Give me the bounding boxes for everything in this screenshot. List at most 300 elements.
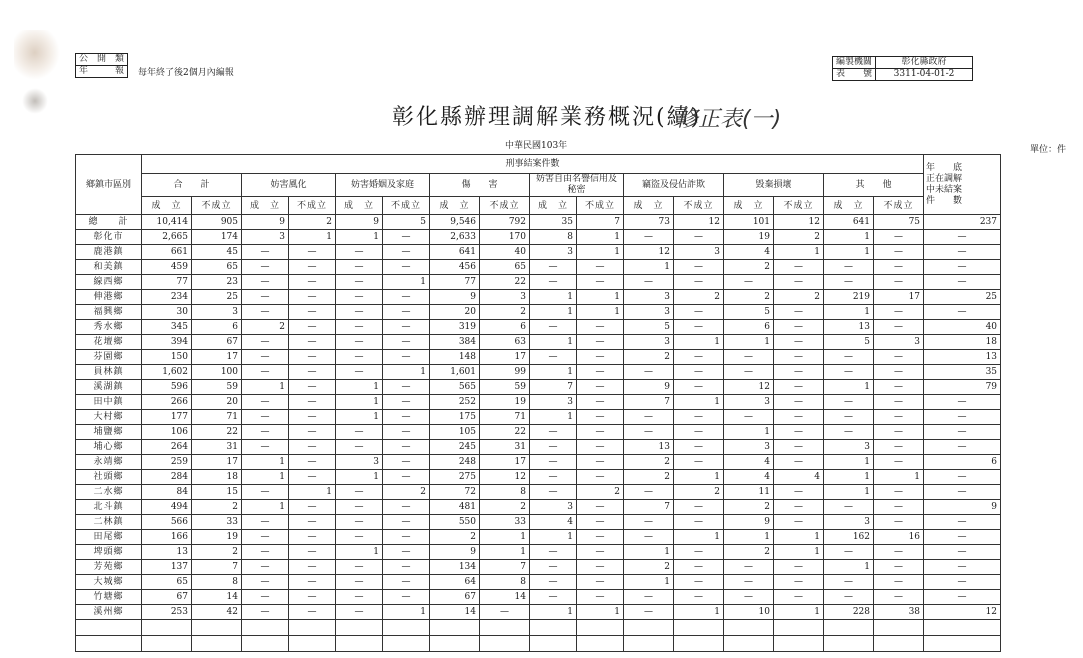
table-cell: 1 <box>824 245 874 260</box>
table-cell: 15 <box>192 485 242 500</box>
table-cell: 14 <box>192 590 242 605</box>
table-cell: 1 <box>336 395 383 410</box>
table-cell: — <box>383 500 430 515</box>
table-cell: — <box>824 590 874 605</box>
table-cell: 1 <box>824 230 874 245</box>
table-cell: 1 <box>383 605 430 620</box>
table-cell: 1 <box>289 230 336 245</box>
table-cell: 1,602 <box>142 365 192 380</box>
table-cell: — <box>383 515 430 530</box>
table-cell: 228 <box>824 605 874 620</box>
table-cell: — <box>336 260 383 275</box>
table-row <box>76 410 1001 425</box>
table-cell: 3 <box>530 245 577 260</box>
table-cell: — <box>242 590 289 605</box>
table-cell: — <box>336 440 383 455</box>
table-cell: — <box>774 350 824 365</box>
table-cell: — <box>242 440 289 455</box>
reporting-deadline: 每年終了後2個月內編報 <box>138 68 234 78</box>
table-cell: 16 <box>874 530 924 545</box>
agency-value: 彰化縣政府 <box>876 57 973 69</box>
district-name: 埔心鄉 <box>76 440 142 455</box>
table-cell: — <box>336 575 383 590</box>
table-cell: 137 <box>142 560 192 575</box>
blank-cell <box>242 636 289 652</box>
table-cell: 1 <box>724 425 774 440</box>
table-cell: 8 <box>192 575 242 590</box>
table-cell: 31 <box>192 440 242 455</box>
unsettled-header: 不成立 <box>674 197 724 215</box>
table-cell: — <box>624 230 674 245</box>
table-cell: — <box>530 485 577 500</box>
table-cell: — <box>530 260 577 275</box>
table-row <box>76 425 1001 440</box>
table-cell: 101 <box>724 215 774 230</box>
table-cell: 71 <box>192 410 242 425</box>
table-cell: — <box>624 410 674 425</box>
table-cell: — <box>724 365 774 380</box>
table-cell: 150 <box>142 350 192 365</box>
unsettled-header: 不成立 <box>192 197 242 215</box>
table-cell: 1 <box>530 410 577 425</box>
table-cell: — <box>774 410 824 425</box>
table-cell: 3 <box>624 305 674 320</box>
district-name: 芳苑鄉 <box>76 560 142 575</box>
table-cell: 2 <box>192 500 242 515</box>
table-cell: — <box>242 530 289 545</box>
table-cell: 40 <box>924 320 1001 335</box>
table-row <box>76 365 1001 380</box>
table-cell: — <box>336 275 383 290</box>
table-cell: 266 <box>142 395 192 410</box>
table-cell: 3 <box>824 515 874 530</box>
table-cell: 494 <box>142 500 192 515</box>
table-cell: — <box>874 275 924 290</box>
table-cell: 9 <box>242 215 289 230</box>
table-cell: — <box>242 560 289 575</box>
table-cell: 245 <box>430 440 480 455</box>
table-cell: — <box>336 365 383 380</box>
table-cell: 1 <box>674 605 724 620</box>
form-number-label: 表 號 <box>833 69 876 81</box>
table-cell: — <box>577 455 624 470</box>
table-cell: — <box>336 530 383 545</box>
table-cell: 19 <box>192 530 242 545</box>
table-cell: — <box>577 350 624 365</box>
district-name: 彰化市 <box>76 230 142 245</box>
table-cell: 12 <box>480 470 530 485</box>
table-cell: — <box>674 425 724 440</box>
blank-cell <box>242 620 289 636</box>
table-cell: 2 <box>624 455 674 470</box>
table-cell: 79 <box>924 380 1001 395</box>
blank-cell <box>192 636 242 652</box>
table-cell: — <box>774 275 824 290</box>
table-cell: 77 <box>430 275 480 290</box>
table-row <box>76 215 1001 230</box>
table-cell: 237 <box>924 215 1001 230</box>
table-cell: — <box>924 530 1001 545</box>
table-cell: 17 <box>192 455 242 470</box>
table-cell: 234 <box>142 290 192 305</box>
paper-stain <box>22 88 48 114</box>
table-cell: 456 <box>430 260 480 275</box>
table-cell: — <box>242 395 289 410</box>
table-cell: 17 <box>192 350 242 365</box>
table-cell: 481 <box>430 500 480 515</box>
table-cell: — <box>383 260 430 275</box>
table-cell: 105 <box>430 425 480 440</box>
table-cell: — <box>774 500 824 515</box>
table-cell: — <box>383 575 430 590</box>
table-cell: — <box>242 245 289 260</box>
blank-cell <box>774 620 824 636</box>
table-cell: — <box>336 335 383 350</box>
table-cell: 3 <box>530 500 577 515</box>
table-cell: — <box>577 575 624 590</box>
table-cell: 22 <box>192 425 242 440</box>
table-cell: 17 <box>480 350 530 365</box>
table-cell: 7 <box>192 560 242 575</box>
category-header: 其 他 <box>824 174 924 197</box>
table-cell: — <box>774 485 824 500</box>
table-cell: — <box>774 260 824 275</box>
table-cell: 1 <box>674 395 724 410</box>
table-cell: 11 <box>724 485 774 500</box>
district-header: 鄉鎮市區別 <box>76 155 142 215</box>
unsettled-header: 不成立 <box>289 197 336 215</box>
table-cell: 1 <box>624 575 674 590</box>
table-cell: 550 <box>430 515 480 530</box>
page-title: 彰化縣辦理調解業務概況(續) <box>392 105 702 130</box>
table-cell: — <box>624 590 674 605</box>
table-cell: 2 <box>624 470 674 485</box>
paper-stain <box>14 30 60 80</box>
table-cell: — <box>383 560 430 575</box>
table-cell: 7 <box>480 560 530 575</box>
table-cell: 14 <box>430 605 480 620</box>
table-cell: 72 <box>430 485 480 500</box>
district-name: 伸港鄉 <box>76 290 142 305</box>
table-cell: 284 <box>142 470 192 485</box>
table-cell: 10 <box>724 605 774 620</box>
table-cell: — <box>577 275 624 290</box>
table-row <box>76 230 1001 245</box>
table-cell: — <box>674 590 724 605</box>
table-cell: 1 <box>824 485 874 500</box>
table-cell: — <box>674 500 724 515</box>
table-cell: 2 <box>674 290 724 305</box>
table-cell: — <box>577 500 624 515</box>
district-name: 田中鎮 <box>76 395 142 410</box>
table-cell: — <box>874 260 924 275</box>
table-cell: — <box>383 380 430 395</box>
table-cell: — <box>336 590 383 605</box>
district-name: 溪湖鎮 <box>76 380 142 395</box>
table-row <box>76 320 1001 335</box>
table-cell: 73 <box>624 215 674 230</box>
table-cell: — <box>674 230 724 245</box>
blank-cell <box>874 636 924 652</box>
table-cell: — <box>289 545 336 560</box>
table-cell: 566 <box>142 515 192 530</box>
table-cell: — <box>289 275 336 290</box>
blank-cell <box>336 636 383 652</box>
table-cell: 4 <box>724 245 774 260</box>
table-row <box>76 560 1001 575</box>
table-cell: 2 <box>480 305 530 320</box>
table-cell: — <box>577 590 624 605</box>
table-cell: 641 <box>824 215 874 230</box>
table-row <box>76 395 1001 410</box>
table-cell: 259 <box>142 455 192 470</box>
table-cell: — <box>624 530 674 545</box>
table-cell: — <box>530 350 577 365</box>
table-cell: 3 <box>724 395 774 410</box>
table-cell: 2 <box>624 350 674 365</box>
table-cell: 1 <box>824 455 874 470</box>
table-row <box>76 245 1001 260</box>
blank-cell <box>336 620 383 636</box>
table-cell: 63 <box>480 335 530 350</box>
table-cell: — <box>924 470 1001 485</box>
table-cell: 3 <box>336 455 383 470</box>
table-cell: — <box>824 425 874 440</box>
table-cell: — <box>242 425 289 440</box>
table-cell: — <box>336 320 383 335</box>
table-cell: — <box>530 275 577 290</box>
table-cell: 33 <box>480 515 530 530</box>
table-cell: 1 <box>824 380 874 395</box>
table-cell: — <box>774 320 824 335</box>
table-cell: — <box>289 500 336 515</box>
table-cell: — <box>624 485 674 500</box>
table-cell: — <box>242 350 289 365</box>
table-cell: 19 <box>480 395 530 410</box>
district-name: 埔鹽鄉 <box>76 425 142 440</box>
table-cell: 248 <box>430 455 480 470</box>
table-cell: — <box>336 305 383 320</box>
table-cell: — <box>242 410 289 425</box>
table-cell: — <box>289 605 336 620</box>
table-cell: 2 <box>289 215 336 230</box>
table-cell: 1 <box>824 470 874 485</box>
table-cell: 65 <box>480 260 530 275</box>
blank-cell <box>480 620 530 636</box>
table-cell: 9,546 <box>430 215 480 230</box>
table-cell: 2 <box>242 320 289 335</box>
blank-cell <box>724 620 774 636</box>
table-cell: — <box>674 410 724 425</box>
table-cell: 345 <box>142 320 192 335</box>
blank-cell <box>924 620 1001 636</box>
table-cell: 1 <box>480 545 530 560</box>
table-cell: 1 <box>336 230 383 245</box>
table-cell: — <box>824 545 874 560</box>
table-cell: 1 <box>242 455 289 470</box>
table-cell: — <box>336 605 383 620</box>
table-cell: — <box>383 230 430 245</box>
table-cell: 4 <box>774 470 824 485</box>
table-cell: — <box>674 380 724 395</box>
table-cell: — <box>874 560 924 575</box>
table-cell: — <box>530 545 577 560</box>
table-cell: 18 <box>192 470 242 485</box>
table-cell: 106 <box>142 425 192 440</box>
table-cell: — <box>774 590 824 605</box>
table-cell: 1,601 <box>430 365 480 380</box>
table-cell: 5 <box>624 320 674 335</box>
table-cell: 25 <box>192 290 242 305</box>
table-row <box>76 260 1001 275</box>
table-cell: — <box>289 365 336 380</box>
table-cell: — <box>824 575 874 590</box>
table-cell: 1 <box>577 290 624 305</box>
table-cell: — <box>383 320 430 335</box>
district-name: 福興鄉 <box>76 305 142 320</box>
table-cell: 40 <box>480 245 530 260</box>
district-name: 二林鎮 <box>76 515 142 530</box>
table-cell: 2 <box>724 290 774 305</box>
table-cell: 1 <box>336 545 383 560</box>
agency-label: 編製機關 <box>833 57 876 69</box>
table-cell: — <box>924 260 1001 275</box>
blank-row <box>76 620 1001 636</box>
table-cell: — <box>824 500 874 515</box>
table-cell: 8 <box>530 230 577 245</box>
table-cell: — <box>674 455 724 470</box>
table-cell: — <box>924 485 1001 500</box>
table-cell: — <box>874 500 924 515</box>
settled-header: 成 立 <box>530 197 577 215</box>
blank-cell <box>577 620 624 636</box>
table-cell: — <box>289 470 336 485</box>
criminal-cases-header: 刑事結案件數 <box>142 155 924 174</box>
table-cell: 2 <box>430 530 480 545</box>
table-cell: — <box>674 545 724 560</box>
table-cell: — <box>530 440 577 455</box>
table-cell: 2 <box>774 230 824 245</box>
table-cell: — <box>577 320 624 335</box>
table-cell: — <box>874 575 924 590</box>
table-cell: 1 <box>480 530 530 545</box>
table-cell: 35 <box>530 215 577 230</box>
blank-cell <box>874 620 924 636</box>
table-cell: — <box>924 425 1001 440</box>
unsettled-header: 不成立 <box>383 197 430 215</box>
table-cell: 1 <box>530 305 577 320</box>
table-cell: — <box>874 515 924 530</box>
table-cell: 1 <box>674 470 724 485</box>
table-cell: — <box>624 605 674 620</box>
table-cell: 1 <box>824 305 874 320</box>
blank-cell <box>774 636 824 652</box>
table-cell: 22 <box>480 425 530 440</box>
table-cell: — <box>874 365 924 380</box>
unit-label: 單位：件 <box>1030 145 1067 155</box>
table-cell: 42 <box>192 605 242 620</box>
table-cell: — <box>824 410 874 425</box>
table-cell: 4 <box>724 455 774 470</box>
table-cell: 2 <box>577 485 624 500</box>
table-cell: 67 <box>430 590 480 605</box>
category-header: 妨害婚姻及家庭 <box>336 174 430 197</box>
table-cell: 162 <box>824 530 874 545</box>
table-cell: — <box>674 365 724 380</box>
table-cell: 6 <box>724 320 774 335</box>
district-name: 和美鎮 <box>76 260 142 275</box>
table-cell: — <box>824 395 874 410</box>
table-cell: — <box>774 395 824 410</box>
table-cell: — <box>336 560 383 575</box>
blank-cell <box>289 636 336 652</box>
table-cell: 12 <box>924 605 1001 620</box>
table-cell: 2 <box>624 560 674 575</box>
table-cell: — <box>724 560 774 575</box>
blank-cell <box>530 620 577 636</box>
table-cell: 20 <box>430 305 480 320</box>
table-cell: — <box>924 245 1001 260</box>
table-cell: — <box>289 560 336 575</box>
table-cell: — <box>336 500 383 515</box>
table-cell: — <box>289 380 336 395</box>
table-cell: — <box>924 395 1001 410</box>
table-cell: — <box>383 425 430 440</box>
table-cell: 45 <box>192 245 242 260</box>
district-name: 線西鄉 <box>76 275 142 290</box>
table-cell: 252 <box>430 395 480 410</box>
agency-box <box>832 56 973 81</box>
table-cell: — <box>336 245 383 260</box>
table-cell: 3 <box>674 245 724 260</box>
table-cell: — <box>624 515 674 530</box>
table-cell: — <box>577 380 624 395</box>
table-cell: 1 <box>624 545 674 560</box>
category-header: 合 計 <box>142 174 242 197</box>
table-cell: 459 <box>142 260 192 275</box>
table-cell: 319 <box>430 320 480 335</box>
table-cell: 2 <box>383 485 430 500</box>
table-cell: — <box>383 545 430 560</box>
table-cell: — <box>674 275 724 290</box>
table-cell: 7 <box>624 395 674 410</box>
blank-cell <box>192 620 242 636</box>
table-cell: 1 <box>530 530 577 545</box>
table-cell: 6 <box>924 455 1001 470</box>
table-cell: — <box>289 425 336 440</box>
table-cell: — <box>289 350 336 365</box>
blank-cell <box>430 620 480 636</box>
table-cell: — <box>577 470 624 485</box>
district-name: 溪州鄉 <box>76 605 142 620</box>
table-cell: 59 <box>480 380 530 395</box>
table-cell: — <box>774 440 824 455</box>
table-cell: — <box>924 410 1001 425</box>
table-cell: — <box>874 425 924 440</box>
table-cell: — <box>924 545 1001 560</box>
table-cell: 384 <box>430 335 480 350</box>
table-cell: — <box>289 440 336 455</box>
district-name: 芬園鄉 <box>76 350 142 365</box>
table-cell: 67 <box>192 335 242 350</box>
table-cell: 67 <box>142 590 192 605</box>
table-cell: — <box>874 440 924 455</box>
mediation-table <box>75 154 1001 652</box>
table-cell: 9 <box>430 290 480 305</box>
blank-cell <box>577 636 624 652</box>
table-cell: — <box>674 350 724 365</box>
table-cell: — <box>383 290 430 305</box>
